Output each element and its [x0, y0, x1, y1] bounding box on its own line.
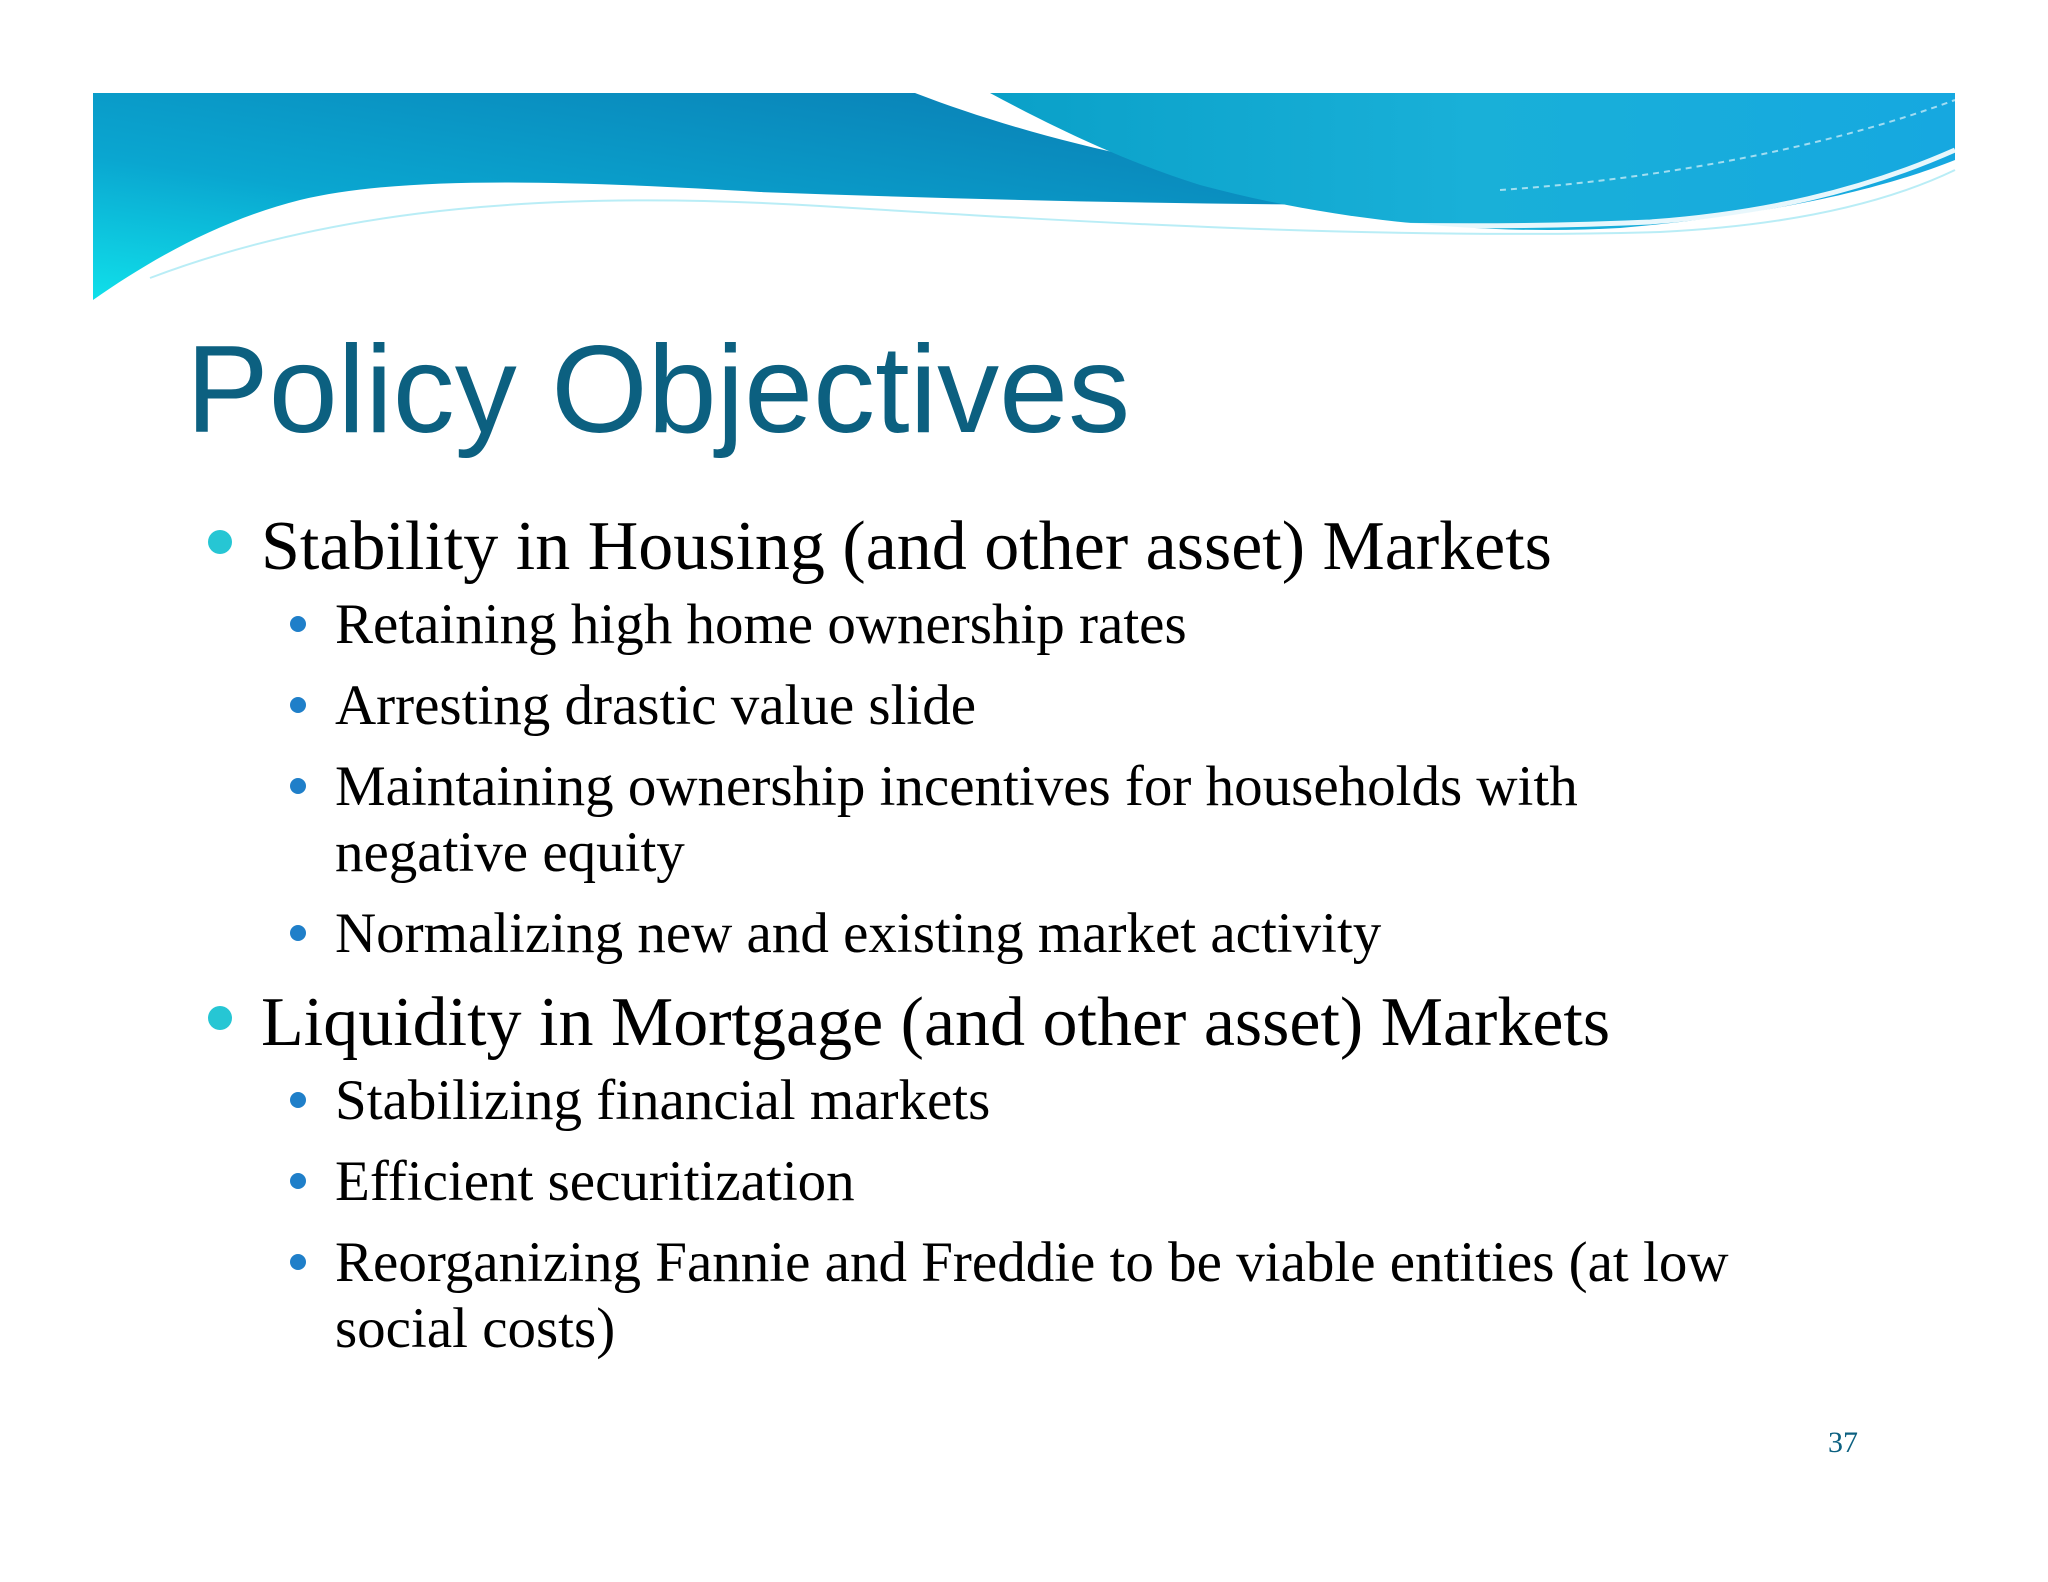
page-number: 37: [1828, 1426, 1858, 1459]
level2-bullet-list: [204, 592, 1804, 967]
level2-bullet-text: Arresting drastic value slide: [335, 674, 977, 737]
section-liquidity: [204, 982, 1804, 1362]
level1-bullet-item: [204, 506, 1804, 588]
level2-bullet-item: [204, 1149, 1775, 1215]
level1-bullet-icon: [208, 1006, 232, 1030]
level2-bullet-item: [204, 901, 1775, 967]
level2-bullet-text: Normalizing new and existing market activity: [335, 902, 1382, 965]
level2-bullet-text: Maintaining ownership incentives for households with negative equity: [335, 755, 1578, 884]
slide-title: Policy Objectives: [186, 321, 1131, 459]
level1-bullet-icon: [208, 530, 232, 554]
level2-bullet-icon: [290, 778, 306, 794]
level2-bullet-text: Efficient securitization: [335, 1150, 855, 1213]
section-stability: [204, 506, 1804, 967]
level2-bullet-text: Reorganizing Fannie and Freddie to be viable entities (at low social costs): [335, 1231, 1729, 1360]
level2-bullet-list: [204, 1068, 1804, 1362]
level1-bullet-text: Liquidity in Mortgage (and other asset) Markets: [261, 984, 1611, 1061]
level2-bullet-icon: [290, 1254, 306, 1270]
level2-bullet-icon: [290, 616, 306, 632]
level2-bullet-icon: [290, 1173, 306, 1189]
level2-bullet-icon: [290, 925, 306, 941]
level2-bullet-text: Stabilizing financial markets: [335, 1069, 991, 1132]
bullet-content: [204, 506, 1804, 1377]
level2-bullet-item: [204, 1068, 1775, 1134]
level2-bullet-icon: [290, 1092, 306, 1108]
level1-bullet-text: Stability in Housing (and other asset) Markets: [261, 508, 1552, 585]
level2-bullet-item: [204, 592, 1775, 658]
level2-bullet-text: Retaining high home ownership rates: [335, 593, 1187, 656]
level2-bullet-item: [204, 1230, 1775, 1362]
level2-bullet-icon: [290, 697, 306, 713]
header-wave-banner: [0, 0, 2048, 320]
level2-bullet-item: [204, 754, 1775, 886]
level2-bullet-item: [204, 673, 1775, 739]
level1-bullet-item: [204, 982, 1804, 1064]
